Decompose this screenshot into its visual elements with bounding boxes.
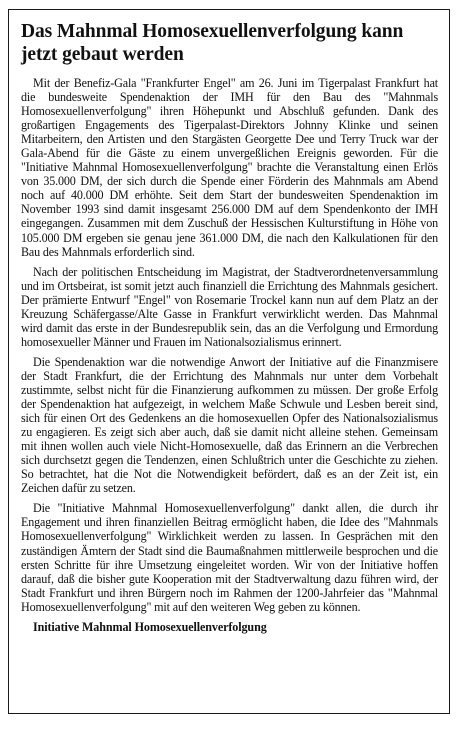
- article-headline: Das Mahnmal Homosexuellenverfolgung kann jetzt gebaut werden: [21, 21, 404, 65]
- article-paragraph-2: Nach der politischen Entscheidung im Magistrat, der Stadtverordnetenversammlung und im Ortsbeirat, ist somit jetzt auch finanziell die Errichtung des Mahnmals gesichert. Der prämierte Entwurf "Engel" von Rosemarie Trockel kann nun auf dem Platz an der Kreuzung Schäfergasse/Alte Gasse in Frankfurt verwirklicht werden. Das Mahnmal wird damit das erste in der Bundesrepublik sein, das an die Verfolgung und Ermordung homosexueller Männer und Frauen im Nationalsozialismus erinnert.: [21, 264, 438, 349]
- article-frame: [8, 9, 450, 714]
- article-signature: Initiative Mahnmal Homosexuellenverfolgung: [33, 619, 267, 634]
- article-paragraph-1: Mit der Benefiz-Gala "Frankfurter Engel" am 26. Juni im Tigerpalast Frankfurt hat die bundesweite Spendenaktion der IMH für den Bau des "Mahnmals Homosexuellenverfolgung" ihren Höhepunkt und Abschluß gefunden. Dank des großartigen Engagements des Tigerpalast-Direktors Johnny Klinke und seinen Mitarbeitern, den Artisten und den Stargästen Georgette Dee und Terry Truck war der Gala-Abend für die Gäste zu einem unvergeßlichen Ereignis geworden. Für die "Initiative Mahnmal Homosexuellenverfolgung" brachte die Veranstaltung einen Erlös von 35.000 DM, der sich durch die Spende einer Förderin des Mahnmals am Abend noch auf 40.000 DM erhöhte. Seit dem Start der bundesweiten Spendenaktion im November 1993 sind damit insgesamt 256.000 DM auf dem Spendenkonto der IMH eingegangen. Zusammen mit dem Zuschuß der Hessischen Kulturstiftung in Höhe von 105.000 DM ergeben sie genau jene 361.000 DM, die nach den Kalkulationen für den Bau des Mahnmals erforderlich sind.: [21, 76, 438, 259]
- article-paragraph-4: Die "Initiative Mahnmal Homosexuellenverfolgung" dankt allen, die durch ihr Engagement und ihren finanziellen Beitrag ermöglicht haben, die Idee des "Mahnmals Homosexuellenverfolgung" Wirklichkeit werden zu lassen. In Gesprächen mit den zuständigen Ämtern der Stadt sind die Baumaßnahmen mittlerweile besprochen und die ersten Schritte für ihre Umsetzung eingeleitet worden. Wir von der Initiative hoffen darauf, daß die bisher gute Kooperation mit der Stadtverwaltung dazu führen wird, der Stadt Frankfurt und ihren Bürgern noch im Rahmen der 1200-Jahrfeier das "Mahnmal Homosexuellenverfolgung" mit auf den weiteren Weg geben zu können.: [21, 501, 438, 614]
- article-paragraph-3: Die Spendenaktion war die notwendige Anwort der Initiative auf die Finanzmisere der Stadt Frankfurt, die der Errichtung des Mahnmals nur unter dem Vorbehalt zustimmte, selbst nicht für die Finanzierung aufkommen zu müssen. Der große Erfolg der Spendenaktion hat aufgezeigt, in welchem Maße Schwule und Lesben bereit sind, sich für einen Ort des Gedenkens an die homosexuellen Opfer des Nationalsozialismus zu engagieren. Es zeigt sich aber auch, daß sie damit nicht alleine stehen. Gemeinsam mit ihnen wollen auch viele Nicht-Homosexuelle, daß das Erinnern an die Verbrechen sich durchsetzt gegen die Tendenzen, einen Schlußtrich unter die Geschichte zu ziehen. So betrachtet, hat die Not die Notwendigkeit befördert, daß es an der Zeit ist, ein Zeichen dafür zu setzen.: [21, 354, 438, 496]
